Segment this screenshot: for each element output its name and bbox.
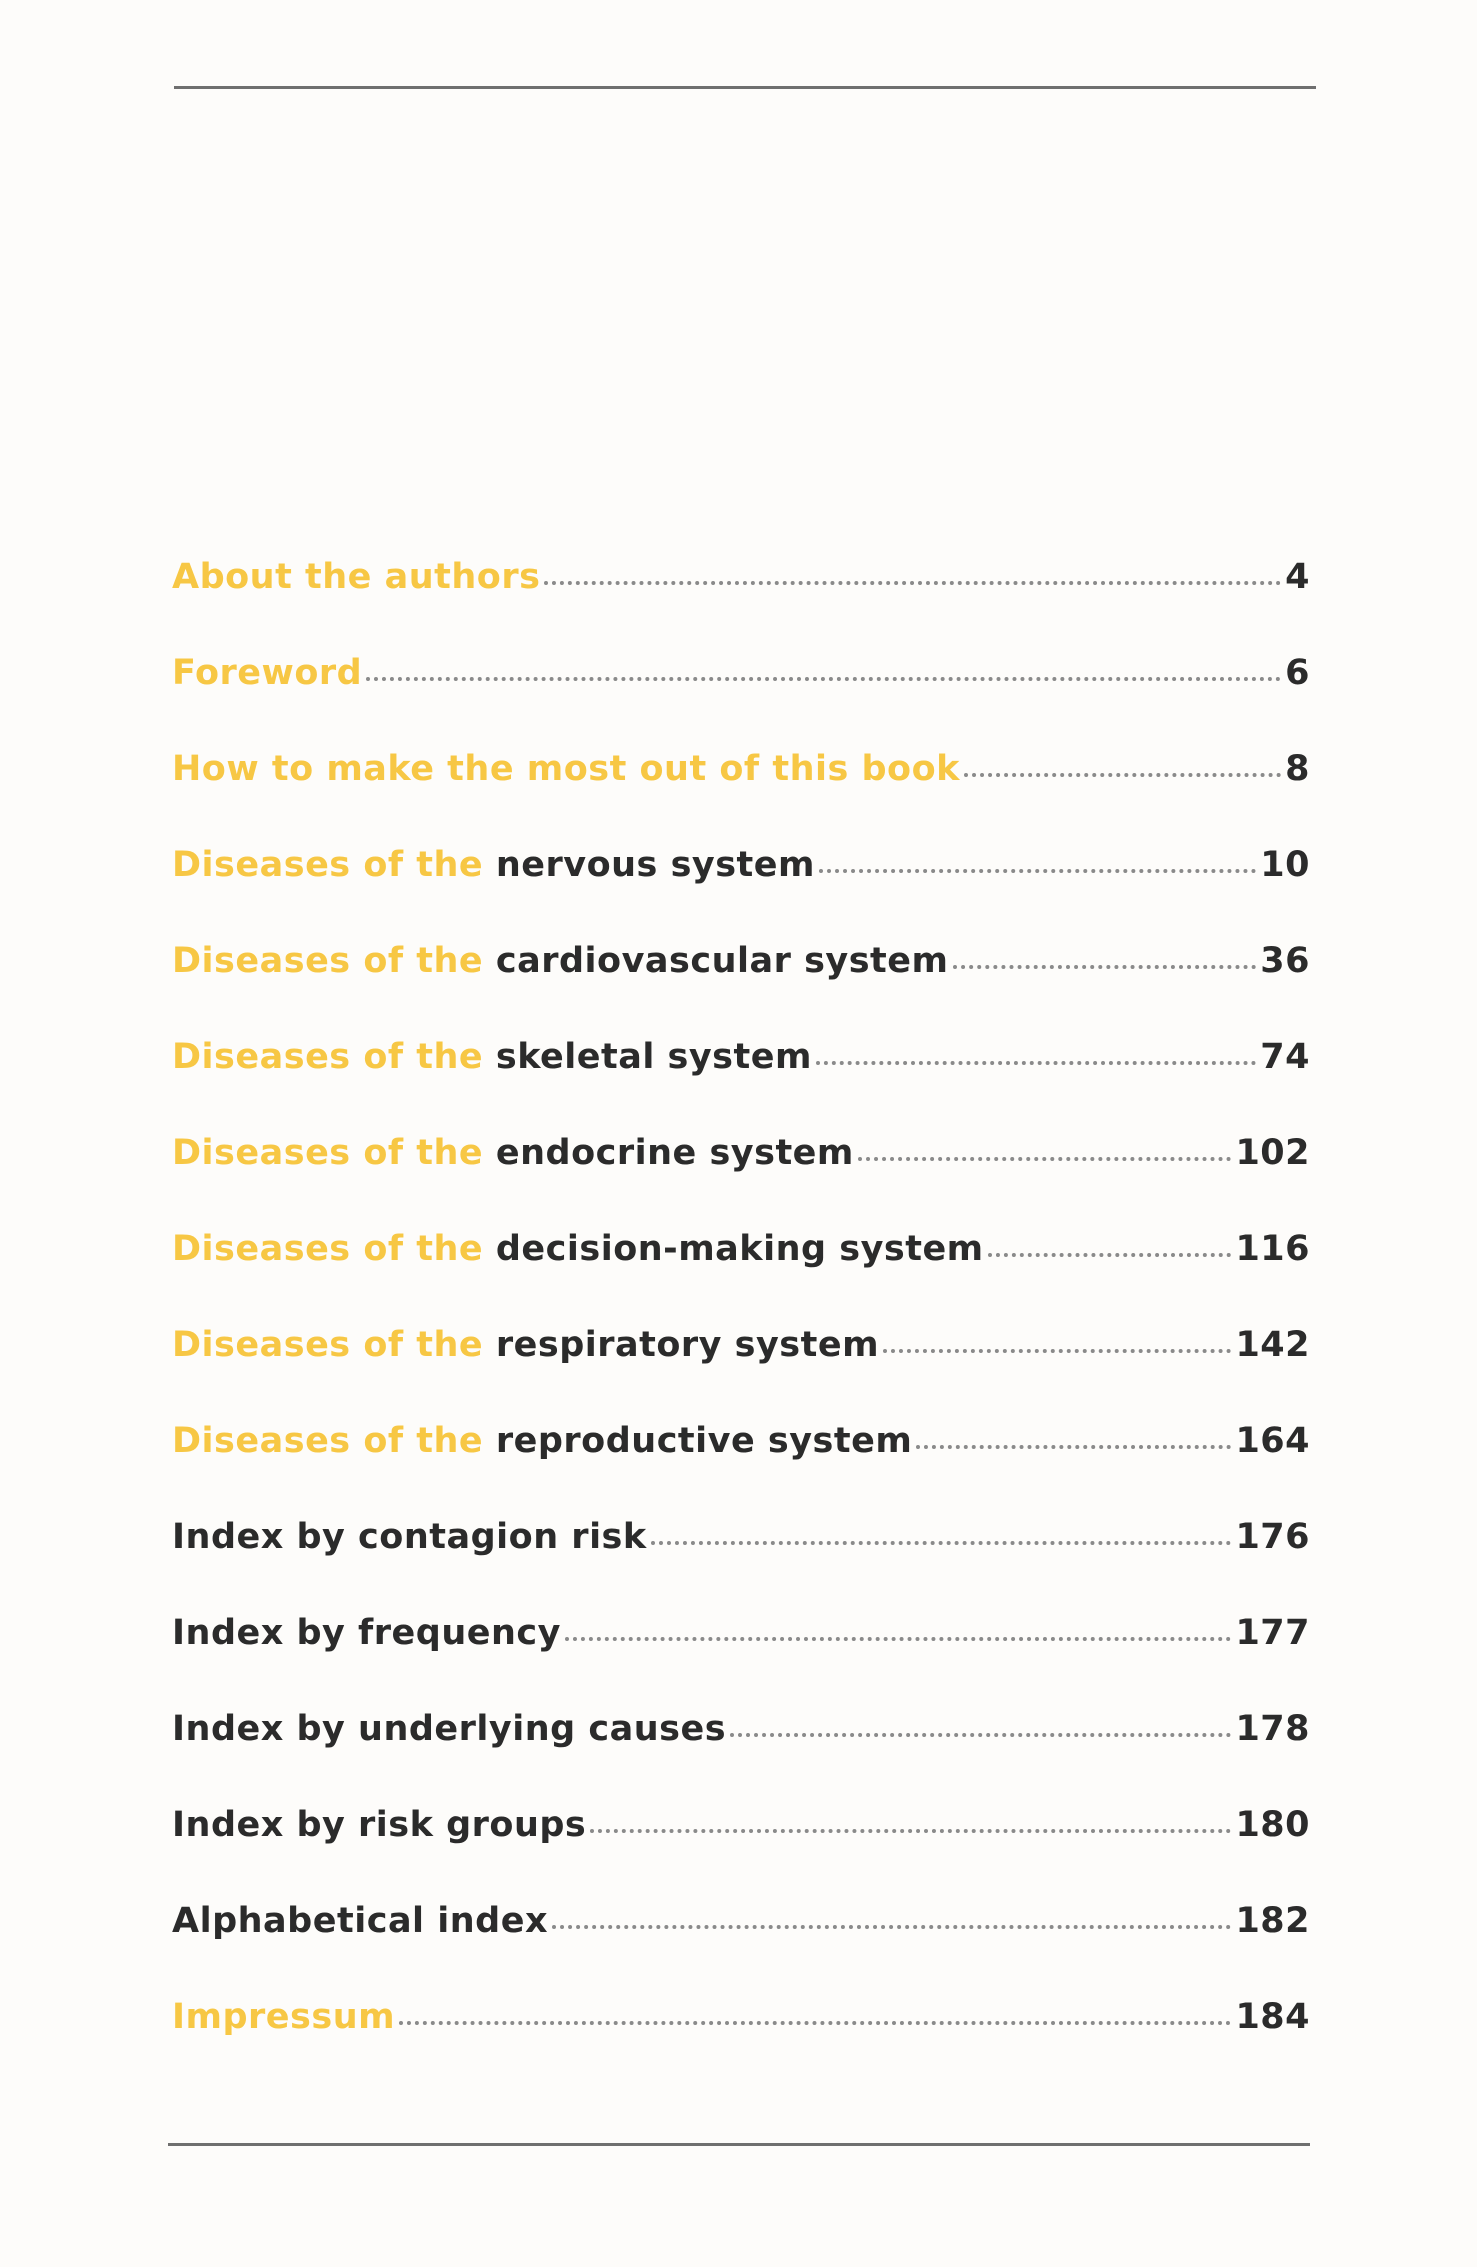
- toc-entry-accent: How to make the most out of this book: [172, 749, 960, 789]
- toc-entry-index-contagion-risk[interactable]: [172, 1517, 1310, 1616]
- toc-entry-label: respiratory system: [495, 1325, 880, 1365]
- toc-page-number: 142: [1235, 1325, 1310, 1365]
- toc-entry-title: [172, 845, 815, 885]
- toc-entry-index-risk-groups[interactable]: [172, 1805, 1310, 1904]
- toc-page-number: 178: [1235, 1709, 1310, 1749]
- toc-entry-accent: Diseases of the: [172, 1229, 496, 1269]
- toc-entry-foreword[interactable]: [172, 653, 1310, 752]
- toc-entry-index-underlying-causes[interactable]: [172, 1709, 1310, 1808]
- table-of-contents: [172, 557, 1310, 2096]
- dot-leader: [730, 1733, 1231, 1737]
- toc-entry-alphabetical-index[interactable]: [172, 1901, 1310, 2000]
- toc-page-number: 177: [1235, 1613, 1310, 1653]
- toc-entry-title: [172, 1133, 854, 1173]
- toc-page-number: 4: [1285, 557, 1310, 597]
- toc-entry-label: endocrine system: [495, 1133, 854, 1173]
- toc-entry-index-frequency[interactable]: [172, 1613, 1310, 1712]
- toc-page-number: 10: [1260, 845, 1310, 885]
- toc-entry-accent: Diseases of the: [172, 1133, 496, 1173]
- toc-entry-title: [172, 1421, 913, 1461]
- dot-leader: [883, 1349, 1231, 1353]
- toc-entry-accent: Impressum: [172, 1997, 396, 2037]
- toc-entry-label: Alphabetical index: [172, 1901, 549, 1941]
- toc-page-number: 176: [1235, 1517, 1310, 1557]
- dot-leader: [651, 1541, 1232, 1545]
- toc-page-number: 180: [1235, 1805, 1310, 1845]
- toc-entry-accent: Diseases of the: [172, 1421, 496, 1461]
- dot-leader: [544, 581, 1281, 585]
- toc-entry-title: [172, 1709, 727, 1749]
- toc-page-number: 182: [1235, 1901, 1310, 1941]
- toc-entry-title: [172, 1901, 549, 1941]
- dot-leader: [953, 965, 1257, 969]
- toc-entry-title: [172, 941, 949, 981]
- toc-entry-accent: Diseases of the: [172, 941, 496, 981]
- toc-page-number: 184: [1235, 1997, 1310, 2037]
- dot-leader: [964, 773, 1281, 777]
- toc-entry-title: [172, 1325, 880, 1365]
- toc-entry-title: [172, 557, 541, 597]
- dot-leader: [366, 677, 1281, 681]
- toc-entry-title: [172, 1037, 812, 1077]
- toc-page-number: 74: [1260, 1037, 1310, 1077]
- toc-entry-label: skeletal system: [495, 1037, 812, 1077]
- toc-entry-title: [172, 1517, 647, 1557]
- toc-page-number: 102: [1235, 1133, 1310, 1173]
- toc-entry-title: [172, 653, 363, 693]
- toc-entry-accent: About the authors: [172, 557, 541, 597]
- dot-leader: [590, 1829, 1231, 1833]
- toc-page-number: 36: [1260, 941, 1310, 981]
- toc-entry-respiratory-system[interactable]: [172, 1325, 1310, 1424]
- toc-entry-cardiovascular-system[interactable]: [172, 941, 1310, 1040]
- toc-entry-label: decision-making system: [495, 1229, 984, 1269]
- toc-entry-title: [172, 1613, 561, 1653]
- toc-page-number: 8: [1285, 749, 1310, 789]
- dot-leader: [399, 2021, 1231, 2025]
- toc-entry-reproductive-system[interactable]: [172, 1421, 1310, 1520]
- toc-entry-label: Index by contagion risk: [172, 1517, 647, 1557]
- dot-leader: [565, 1637, 1231, 1641]
- toc-entry-label: reproductive system: [495, 1421, 913, 1461]
- toc-entry-title: [172, 1805, 587, 1845]
- toc-entry-label: nervous system: [495, 845, 815, 885]
- toc-entry-accent: Diseases of the: [172, 845, 496, 885]
- toc-entry-nervous-system[interactable]: [172, 845, 1310, 944]
- dot-leader: [858, 1157, 1232, 1161]
- toc-entry-label: Index by underlying causes: [172, 1709, 727, 1749]
- top-rule: [174, 86, 1316, 89]
- toc-entry-label: cardiovascular system: [495, 941, 949, 981]
- toc-page-number: 116: [1235, 1229, 1310, 1269]
- toc-entry-decision-making-system[interactable]: [172, 1229, 1310, 1328]
- dot-leader: [988, 1253, 1232, 1257]
- toc-entry-accent: Foreword: [172, 653, 363, 693]
- dot-leader: [819, 869, 1256, 873]
- toc-page-number: 164: [1235, 1421, 1310, 1461]
- dot-leader: [916, 1445, 1231, 1449]
- bottom-rule: [168, 2143, 1310, 2146]
- toc-entry-how-to-use[interactable]: [172, 749, 1310, 848]
- dot-leader: [552, 1925, 1231, 1929]
- toc-entry-impressum[interactable]: [172, 1997, 1310, 2096]
- toc-entry-about-authors[interactable]: [172, 557, 1310, 656]
- toc-entry-title: [172, 749, 960, 789]
- toc-entry-title: [172, 1229, 984, 1269]
- toc-entry-label: Index by frequency: [172, 1613, 561, 1653]
- toc-entry-skeletal-system[interactable]: [172, 1037, 1310, 1136]
- toc-page-number: 6: [1285, 653, 1310, 693]
- toc-entry-endocrine-system[interactable]: [172, 1133, 1310, 1232]
- toc-entry-title: [172, 1997, 396, 2037]
- toc-entry-label: Index by risk groups: [172, 1805, 587, 1845]
- toc-entry-accent: Diseases of the: [172, 1037, 496, 1077]
- toc-entry-accent: Diseases of the: [172, 1325, 496, 1365]
- dot-leader: [816, 1061, 1256, 1065]
